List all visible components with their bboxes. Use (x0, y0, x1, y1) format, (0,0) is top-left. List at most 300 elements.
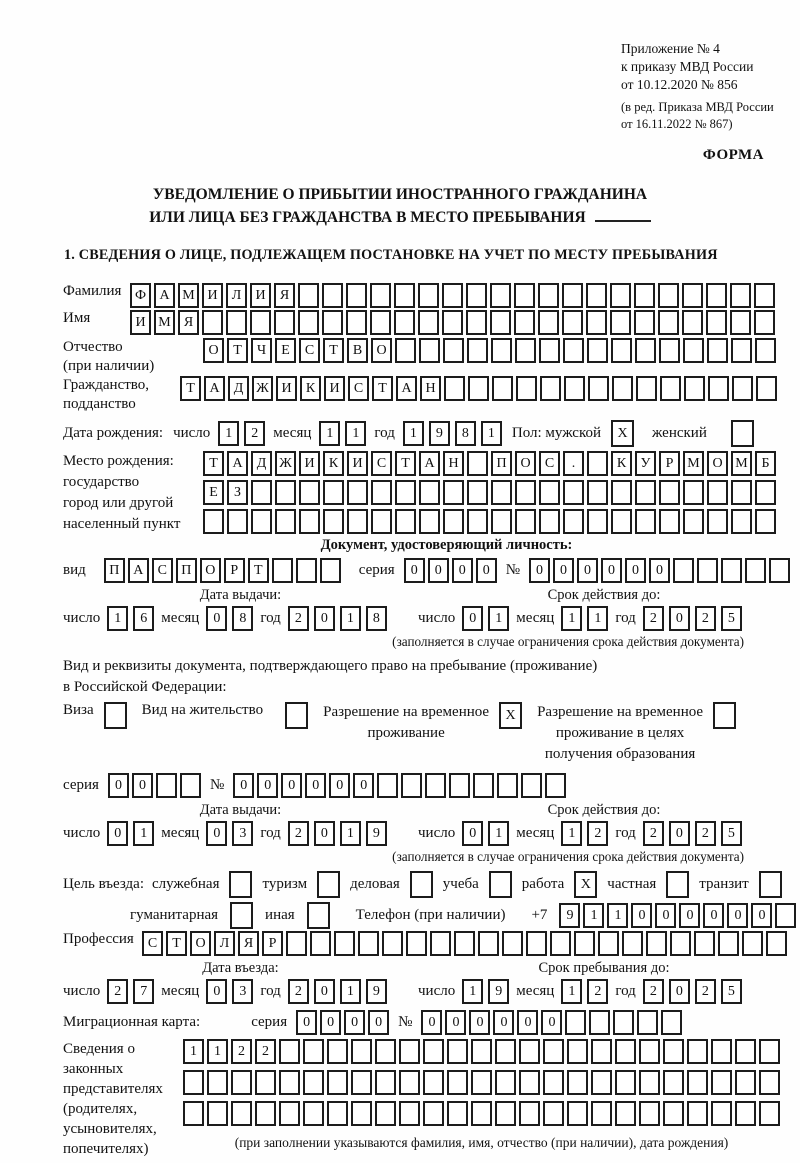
cell[interactable] (634, 310, 655, 335)
cell[interactable] (419, 338, 440, 363)
cell[interactable] (382, 931, 403, 956)
cell[interactable]: 5 (721, 979, 742, 1004)
cell[interactable]: 0 (469, 1010, 490, 1035)
cell[interactable]: 0 (353, 773, 374, 798)
cell[interactable] (697, 558, 718, 583)
cell[interactable] (683, 338, 704, 363)
cell[interactable] (419, 509, 440, 534)
cell[interactable] (612, 376, 633, 401)
cell[interactable] (663, 1101, 684, 1126)
cell[interactable] (320, 558, 341, 583)
cell[interactable] (730, 283, 751, 308)
cell[interactable] (299, 480, 320, 505)
cell[interactable] (443, 509, 464, 534)
cell[interactable] (639, 1039, 660, 1064)
cell[interactable] (466, 310, 487, 335)
cell[interactable] (635, 480, 656, 505)
cell[interactable] (591, 1070, 612, 1095)
cell[interactable] (567, 1070, 588, 1095)
cell[interactable] (251, 509, 272, 534)
cell[interactable] (735, 1039, 756, 1064)
cell[interactable] (615, 1039, 636, 1064)
cell[interactable] (399, 1070, 420, 1095)
cell[interactable]: Б (755, 451, 776, 476)
cell[interactable]: 9 (488, 979, 509, 1004)
cell[interactable]: Л (214, 931, 235, 956)
cell[interactable]: 2 (288, 979, 309, 1004)
cell[interactable]: 1 (481, 421, 502, 446)
cell[interactable]: 0 (329, 773, 350, 798)
cell[interactable] (275, 480, 296, 505)
cell[interactable]: С (299, 338, 320, 363)
cell[interactable]: О (203, 338, 224, 363)
cell[interactable] (591, 1101, 612, 1126)
cell[interactable]: 8 (366, 606, 387, 631)
cell[interactable] (611, 509, 632, 534)
cell[interactable]: Т (166, 931, 187, 956)
cell[interactable] (495, 1070, 516, 1095)
cell[interactable] (611, 338, 632, 363)
cell[interactable] (755, 480, 776, 505)
cell[interactable] (742, 931, 763, 956)
cell[interactable]: М (731, 451, 752, 476)
cell[interactable] (706, 310, 727, 335)
cell[interactable]: 1 (583, 903, 604, 928)
cell[interactable] (226, 310, 247, 335)
cell[interactable] (615, 1101, 636, 1126)
cell[interactable]: 0 (404, 558, 425, 583)
cell[interactable] (539, 480, 560, 505)
cell[interactable] (375, 1039, 396, 1064)
cell[interactable] (491, 509, 512, 534)
cell[interactable] (419, 480, 440, 505)
cell[interactable] (586, 310, 607, 335)
cell[interactable]: Ж (252, 376, 273, 401)
cell[interactable] (442, 283, 463, 308)
cell[interactable]: Н (443, 451, 464, 476)
cell[interactable]: 0 (206, 821, 227, 846)
cell[interactable] (526, 931, 547, 956)
cell[interactable] (682, 283, 703, 308)
cell[interactable]: 1 (319, 421, 340, 446)
cell[interactable] (303, 1070, 324, 1095)
cell[interactable] (567, 1039, 588, 1064)
cell[interactable] (425, 773, 446, 798)
cell[interactable] (707, 480, 728, 505)
cell[interactable] (564, 376, 585, 401)
cell[interactable]: 2 (643, 606, 664, 631)
cell[interactable]: Я (238, 931, 259, 956)
cell[interactable]: С (348, 376, 369, 401)
cell[interactable]: 2 (643, 979, 664, 1004)
cell[interactable] (766, 931, 787, 956)
cell[interactable]: 0 (727, 903, 748, 928)
cell[interactable]: 7 (133, 979, 154, 1004)
cell[interactable] (430, 931, 451, 956)
cell[interactable] (467, 480, 488, 505)
cell[interactable]: А (396, 376, 417, 401)
cell[interactable] (754, 283, 775, 308)
cell[interactable]: 0 (257, 773, 278, 798)
cell[interactable] (327, 1101, 348, 1126)
cell[interactable]: 1 (340, 821, 361, 846)
cell[interactable]: С (539, 451, 560, 476)
cell[interactable] (473, 773, 494, 798)
cell[interactable]: . (563, 451, 584, 476)
cell[interactable] (540, 376, 561, 401)
cell[interactable] (492, 376, 513, 401)
cell[interactable] (755, 338, 776, 363)
cell[interactable]: И (324, 376, 345, 401)
cell[interactable] (468, 376, 489, 401)
cell[interactable]: 0 (281, 773, 302, 798)
cell[interactable]: 1 (462, 979, 483, 1004)
cell[interactable]: 0 (541, 1010, 562, 1035)
cell[interactable]: Н (420, 376, 441, 401)
cell[interactable] (639, 1070, 660, 1095)
cell[interactable] (755, 509, 776, 534)
cell[interactable] (317, 871, 340, 898)
cell[interactable] (732, 376, 753, 401)
cell[interactable] (255, 1101, 276, 1126)
cell[interactable]: 0 (233, 773, 254, 798)
cell[interactable]: 6 (133, 606, 154, 631)
cell[interactable] (687, 1101, 708, 1126)
cell[interactable] (203, 509, 224, 534)
cell[interactable] (418, 283, 439, 308)
cell[interactable]: Т (395, 451, 416, 476)
cell[interactable]: 1 (340, 606, 361, 631)
cell[interactable]: Е (275, 338, 296, 363)
cell[interactable]: 0 (344, 1010, 365, 1035)
cell[interactable] (745, 558, 766, 583)
cell[interactable]: А (154, 283, 175, 308)
cell[interactable] (467, 451, 488, 476)
cell[interactable]: З (227, 480, 248, 505)
cell[interactable]: 0 (296, 1010, 317, 1035)
cell[interactable] (251, 480, 272, 505)
cell[interactable]: 1 (403, 421, 424, 446)
cell[interactable] (347, 509, 368, 534)
cell[interactable] (516, 376, 537, 401)
cell[interactable] (563, 480, 584, 505)
cell[interactable]: М (178, 283, 199, 308)
cell[interactable]: 1 (488, 821, 509, 846)
cell[interactable]: И (250, 283, 271, 308)
cell[interactable]: 0 (476, 558, 497, 583)
cell[interactable] (515, 338, 536, 363)
cell[interactable] (713, 702, 736, 729)
cell[interactable]: 5 (721, 606, 742, 631)
cell[interactable] (447, 1070, 468, 1095)
cell[interactable] (231, 1101, 252, 1126)
cell[interactable] (521, 773, 542, 798)
cell[interactable] (227, 509, 248, 534)
cell[interactable] (610, 283, 631, 308)
cell[interactable]: У (635, 451, 656, 476)
cell[interactable]: 1 (340, 979, 361, 1004)
cell[interactable] (401, 773, 422, 798)
cell[interactable] (589, 1010, 610, 1035)
cell[interactable]: 0 (679, 903, 700, 928)
cell[interactable] (694, 931, 715, 956)
cell[interactable]: Я (274, 283, 295, 308)
cell[interactable]: 0 (631, 903, 652, 928)
cell[interactable] (444, 376, 465, 401)
cell[interactable] (375, 1070, 396, 1095)
cell[interactable]: О (200, 558, 221, 583)
cell[interactable]: 0 (577, 558, 598, 583)
cell[interactable] (539, 338, 560, 363)
cell[interactable]: 0 (368, 1010, 389, 1035)
cell[interactable] (587, 480, 608, 505)
cell[interactable]: 1 (561, 821, 582, 846)
cell[interactable] (406, 931, 427, 956)
cell[interactable] (454, 931, 475, 956)
cell[interactable]: 2 (255, 1039, 276, 1064)
cell[interactable] (545, 773, 566, 798)
cell[interactable]: X (611, 420, 634, 447)
cell[interactable]: 0 (108, 773, 129, 798)
cell[interactable] (490, 283, 511, 308)
cell[interactable] (687, 1070, 708, 1095)
cell[interactable]: 0 (655, 903, 676, 928)
cell[interactable] (562, 310, 583, 335)
cell[interactable] (515, 480, 536, 505)
cell[interactable] (467, 338, 488, 363)
cell[interactable]: 0 (462, 821, 483, 846)
cell[interactable] (538, 283, 559, 308)
cell[interactable] (442, 310, 463, 335)
cell[interactable]: А (128, 558, 149, 583)
cell[interactable]: И (202, 283, 223, 308)
cell[interactable] (423, 1070, 444, 1095)
cell[interactable] (708, 376, 729, 401)
cell[interactable]: Р (659, 451, 680, 476)
cell[interactable]: И (130, 310, 151, 335)
cell[interactable]: К (323, 451, 344, 476)
cell[interactable] (395, 509, 416, 534)
cell[interactable] (574, 931, 595, 956)
cell[interactable] (207, 1101, 228, 1126)
cell[interactable] (395, 338, 416, 363)
cell[interactable]: 1 (607, 903, 628, 928)
cell[interactable]: X (574, 871, 597, 898)
cell[interactable]: 0 (649, 558, 670, 583)
cell[interactable] (449, 773, 470, 798)
cell[interactable] (635, 509, 656, 534)
cell[interactable] (683, 509, 704, 534)
cell[interactable] (399, 1101, 420, 1126)
cell[interactable] (543, 1070, 564, 1095)
cell[interactable]: 0 (493, 1010, 514, 1035)
cell[interactable]: 0 (445, 1010, 466, 1035)
cell[interactable] (666, 871, 689, 898)
cell[interactable]: Я (178, 310, 199, 335)
cell[interactable] (611, 480, 632, 505)
cell[interactable] (659, 509, 680, 534)
cell[interactable]: 1 (561, 606, 582, 631)
cell[interactable]: 0 (206, 606, 227, 631)
cell[interactable] (682, 310, 703, 335)
cell[interactable] (298, 310, 319, 335)
cell[interactable] (346, 283, 367, 308)
cell[interactable]: 1 (488, 606, 509, 631)
cell[interactable] (394, 310, 415, 335)
cell[interactable]: А (419, 451, 440, 476)
cell[interactable] (230, 902, 253, 929)
cell[interactable] (731, 480, 752, 505)
cell[interactable]: 0 (305, 773, 326, 798)
cell[interactable] (687, 1039, 708, 1064)
cell[interactable]: В (347, 338, 368, 363)
cell[interactable]: 1 (561, 979, 582, 1004)
cell[interactable] (707, 338, 728, 363)
cell[interactable] (673, 558, 694, 583)
cell[interactable] (721, 558, 742, 583)
cell[interactable] (563, 338, 584, 363)
cell[interactable]: А (227, 451, 248, 476)
cell[interactable] (322, 283, 343, 308)
cell[interactable]: Т (372, 376, 393, 401)
cell[interactable] (491, 338, 512, 363)
cell[interactable]: 2 (244, 421, 265, 446)
cell[interactable] (351, 1039, 372, 1064)
cell[interactable] (519, 1070, 540, 1095)
cell[interactable] (156, 773, 177, 798)
cell[interactable]: 1 (587, 606, 608, 631)
cell[interactable] (322, 310, 343, 335)
cell[interactable]: 2 (695, 821, 716, 846)
cell[interactable] (327, 1039, 348, 1064)
cell[interactable]: 0 (132, 773, 153, 798)
cell[interactable]: 8 (455, 421, 476, 446)
cell[interactable] (371, 480, 392, 505)
cell[interactable] (706, 283, 727, 308)
cell[interactable]: 9 (366, 979, 387, 1004)
cell[interactable]: Р (224, 558, 245, 583)
cell[interactable] (370, 310, 391, 335)
cell[interactable] (538, 310, 559, 335)
cell[interactable]: 0 (314, 821, 335, 846)
cell[interactable] (375, 1101, 396, 1126)
cell[interactable] (707, 509, 728, 534)
cell[interactable] (351, 1070, 372, 1095)
cell[interactable]: 2 (587, 821, 608, 846)
cell[interactable]: П (104, 558, 125, 583)
cell[interactable] (711, 1101, 732, 1126)
cell[interactable]: О (371, 338, 392, 363)
cell[interactable] (636, 376, 657, 401)
cell[interactable] (514, 310, 535, 335)
cell[interactable]: И (299, 451, 320, 476)
cell[interactable] (769, 558, 790, 583)
cell[interactable] (183, 1070, 204, 1095)
cell[interactable] (661, 1010, 682, 1035)
cell[interactable] (634, 283, 655, 308)
cell[interactable] (519, 1101, 540, 1126)
cell[interactable] (615, 1070, 636, 1095)
cell[interactable]: 3 (232, 979, 253, 1004)
cell[interactable]: К (611, 451, 632, 476)
cell[interactable] (759, 871, 782, 898)
cell[interactable]: 1 (183, 1039, 204, 1064)
cell[interactable] (515, 509, 536, 534)
cell[interactable] (613, 1010, 634, 1035)
cell[interactable]: 0 (751, 903, 772, 928)
cell[interactable]: 0 (314, 606, 335, 631)
cell[interactable] (104, 702, 127, 729)
cell[interactable] (756, 376, 777, 401)
cell[interactable] (279, 1039, 300, 1064)
cell[interactable]: 0 (669, 606, 690, 631)
cell[interactable] (502, 931, 523, 956)
cell[interactable] (351, 1101, 372, 1126)
cell[interactable] (423, 1101, 444, 1126)
cell[interactable] (183, 1101, 204, 1126)
cell[interactable]: Т (227, 338, 248, 363)
cell[interactable] (250, 310, 271, 335)
cell[interactable]: 2 (288, 821, 309, 846)
cell[interactable]: 2 (288, 606, 309, 631)
cell[interactable]: 0 (320, 1010, 341, 1035)
cell[interactable]: 9 (366, 821, 387, 846)
cell[interactable]: Д (251, 451, 272, 476)
cell[interactable] (683, 480, 704, 505)
cell[interactable] (471, 1070, 492, 1095)
cell[interactable]: Ж (275, 451, 296, 476)
cell[interactable]: 0 (206, 979, 227, 1004)
cell[interactable]: Т (248, 558, 269, 583)
cell[interactable] (567, 1101, 588, 1126)
cell[interactable]: И (276, 376, 297, 401)
cell[interactable]: 0 (462, 606, 483, 631)
cell[interactable] (711, 1039, 732, 1064)
cell[interactable] (735, 1070, 756, 1095)
cell[interactable]: 2 (643, 821, 664, 846)
cell[interactable] (418, 310, 439, 335)
cell[interactable] (587, 509, 608, 534)
cell[interactable]: 0 (107, 821, 128, 846)
cell[interactable]: О (190, 931, 211, 956)
cell[interactable] (395, 480, 416, 505)
cell[interactable]: 0 (421, 1010, 442, 1035)
cell[interactable]: Д (228, 376, 249, 401)
cell[interactable]: М (154, 310, 175, 335)
cell[interactable] (495, 1101, 516, 1126)
cell[interactable] (730, 310, 751, 335)
cell[interactable] (637, 1010, 658, 1035)
cell[interactable] (443, 480, 464, 505)
cell[interactable] (207, 1070, 228, 1095)
cell[interactable]: Р (262, 931, 283, 956)
cell[interactable]: 0 (452, 558, 473, 583)
cell[interactable] (471, 1039, 492, 1064)
cell[interactable]: Ф (130, 283, 151, 308)
cell[interactable] (323, 509, 344, 534)
cell[interactable] (478, 931, 499, 956)
cell[interactable] (272, 558, 293, 583)
cell[interactable] (229, 871, 252, 898)
cell[interactable] (466, 283, 487, 308)
cell[interactable]: 0 (669, 821, 690, 846)
cell[interactable] (754, 310, 775, 335)
cell[interactable]: 0 (428, 558, 449, 583)
cell[interactable]: 2 (587, 979, 608, 1004)
cell[interactable] (410, 871, 433, 898)
cell[interactable] (279, 1070, 300, 1095)
cell[interactable] (539, 509, 560, 534)
